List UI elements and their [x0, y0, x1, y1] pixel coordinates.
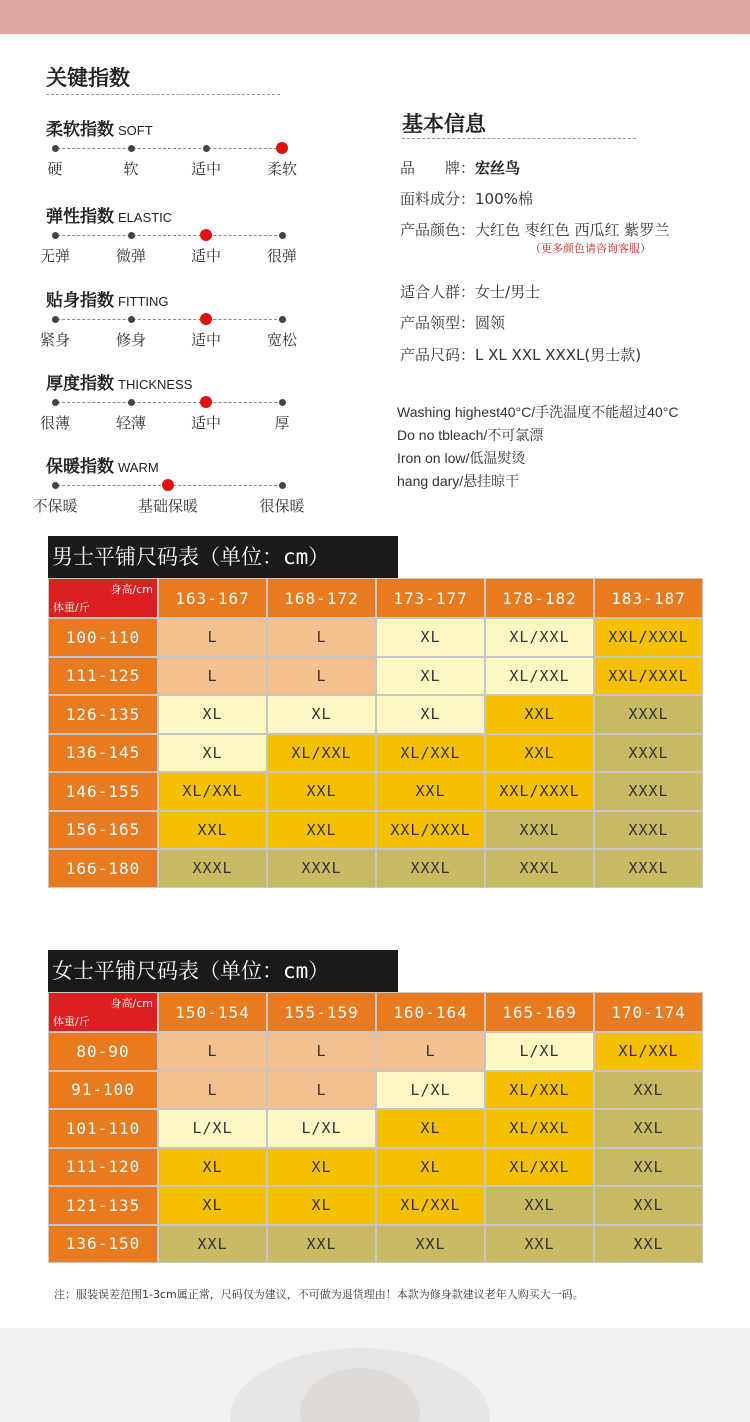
weight-row-header: 166-180 [48, 849, 158, 888]
height-column-header: 163-167 [158, 578, 267, 618]
care-line: hang dary/悬挂晾干 [397, 473, 520, 489]
weight-row-header: 146-155 [48, 772, 158, 811]
size-cell: XXXL [158, 849, 267, 888]
height-column-header: 173-177 [376, 578, 485, 618]
index-name: 保暖指数 [46, 457, 114, 477]
color-label: 产品颜色： [400, 221, 476, 239]
size-cell: XXXL [594, 811, 703, 850]
level-dot [52, 316, 59, 323]
selected-level-dot [162, 479, 174, 491]
weight-row-header: 80-90 [48, 1032, 158, 1071]
level-dot [128, 232, 135, 239]
height-column-header: 178-182 [485, 578, 594, 618]
level-dot [279, 316, 286, 323]
women-size-table [48, 992, 703, 1263]
selected-level-dot [200, 396, 212, 408]
index-row [0, 369, 320, 449]
level-label: 宽松 [266, 331, 298, 349]
size-cell: L [267, 657, 376, 696]
index-name: 厚度指数 [46, 374, 114, 394]
level-label: 很弹 [266, 247, 298, 265]
size-cell: XL/XXL [594, 1032, 703, 1071]
care-line: Do no tbleach/不可氯漂 [397, 427, 544, 443]
size-cell: L/XL [267, 1109, 376, 1148]
level-dot [52, 482, 59, 489]
size-cell: L [158, 1071, 267, 1110]
size-value: L XL XXL XXXL(男士款) [475, 346, 642, 364]
size-cell: L [376, 1032, 485, 1071]
level-dot [52, 145, 59, 152]
product-photo-teaser [0, 1328, 750, 1422]
size-cell: L [158, 1032, 267, 1071]
men-table-title: 男士平铺尺码表（单位：cm） [48, 536, 398, 578]
level-dot [279, 482, 286, 489]
size-cell: XXL [267, 811, 376, 850]
care-line: Washing highest40°C/手洗温度不能超过40°C [397, 404, 679, 420]
level-label: 很保暖 [259, 497, 305, 515]
size-label: 产品尺码： [400, 346, 476, 364]
height-axis-label: 身高/cm [110, 997, 153, 1010]
size-cell: L/XL [376, 1071, 485, 1110]
level-label: 硬 [47, 160, 63, 178]
level-label: 轻薄 [115, 414, 147, 432]
index-english-name: WARM [118, 460, 159, 475]
level-dot [52, 232, 59, 239]
size-cell: XXL [594, 1148, 703, 1187]
index-title [46, 115, 153, 140]
index-scale-track [52, 235, 282, 236]
size-cell: XXL [594, 1071, 703, 1110]
audience-value: 女士/男士 [475, 283, 541, 301]
size-cell: L [267, 618, 376, 657]
height-column-header: 150-154 [158, 992, 267, 1032]
size-cell: XXL/XXXL [594, 657, 703, 696]
collar-value: 圆领 [475, 314, 506, 332]
level-dot [128, 145, 135, 152]
size-cell: XL/XXL [376, 1186, 485, 1225]
index-english-name: FITTING [118, 294, 169, 309]
weight-row-header: 111-120 [48, 1148, 158, 1187]
selected-level-dot [200, 313, 212, 325]
weight-row-header: 100-110 [48, 618, 158, 657]
level-label: 微弹 [115, 247, 147, 265]
weight-row-header: 136-150 [48, 1225, 158, 1264]
size-cell: XL/XXL [485, 618, 594, 657]
weight-axis-label: 体重/斤 [53, 1015, 90, 1028]
size-cell: XXXL [485, 849, 594, 888]
size-cell: XXL [485, 1186, 594, 1225]
size-cell: XL [158, 695, 267, 734]
weight-row-header: 91-100 [48, 1071, 158, 1110]
size-cell: XL [158, 1186, 267, 1225]
size-cell: XL [376, 1148, 485, 1187]
level-dot [52, 399, 59, 406]
size-cell: L/XL [485, 1032, 594, 1071]
index-row [0, 452, 320, 532]
weight-row-header: 156-165 [48, 811, 158, 850]
size-cell: L [158, 657, 267, 696]
level-label: 厚 [274, 414, 290, 432]
size-cell: XXL [267, 772, 376, 811]
table-corner-header [48, 578, 158, 618]
size-cell: XXXL [594, 734, 703, 773]
footnote: 注：服装误差范围1-3cm属正常，尺码仅为建议，不可做为退货理由！本款为修身款建议老年人购买大一码。 [54, 1288, 584, 1301]
size-cell: XL [376, 1109, 485, 1148]
brand-row [400, 157, 520, 178]
size-cell: XXXL [485, 811, 594, 850]
color-row [400, 219, 669, 240]
weight-row-header: 126-135 [48, 695, 158, 734]
index-english-name: ELASTIC [118, 210, 173, 225]
selected-level-dot [200, 229, 212, 241]
color-note: （更多颜色请咨询客服） [530, 242, 651, 255]
size-cell: XXL [594, 1186, 703, 1225]
size-cell: XL/XXL [485, 1109, 594, 1148]
table-corner-header [48, 992, 158, 1032]
index-title [46, 369, 192, 394]
size-cell: XXL/XXXL [594, 618, 703, 657]
level-label: 很薄 [39, 414, 71, 432]
top-decor-band [0, 0, 750, 34]
index-row [0, 115, 320, 195]
level-label: 适中 [190, 414, 222, 432]
size-cell: XXL [376, 1225, 485, 1264]
size-cell: XL [376, 618, 485, 657]
index-title [46, 202, 172, 227]
size-cell: XL [376, 695, 485, 734]
men-size-table [48, 578, 703, 888]
level-label: 紧身 [39, 331, 71, 349]
index-name: 柔软指数 [46, 120, 114, 140]
brand-value: 宏丝鸟 [475, 159, 521, 177]
index-row [0, 286, 320, 366]
size-cell: XL [267, 695, 376, 734]
index-title [46, 452, 159, 477]
level-label: 无弹 [39, 247, 71, 265]
index-scale-track [52, 402, 282, 403]
size-cell: L [158, 618, 267, 657]
size-cell: XXL [485, 695, 594, 734]
size-cell: L [267, 1032, 376, 1071]
index-title [46, 286, 169, 311]
size-cell: XXL [594, 1109, 703, 1148]
weight-axis-label: 体重/斤 [53, 601, 90, 614]
women-table-title: 女士平铺尺码表（单位：cm） [48, 950, 398, 992]
level-label: 适中 [190, 331, 222, 349]
brand-label: 品 牌： [400, 159, 476, 177]
size-cell: XXXL [594, 849, 703, 888]
level-dot [128, 399, 135, 406]
size-cell: XL/XXL [376, 734, 485, 773]
index-scale-track [52, 319, 282, 320]
size-cell: XL/XXL [485, 657, 594, 696]
key-indices-title: 关键指数 [46, 66, 130, 90]
height-column-header: 155-159 [267, 992, 376, 1032]
index-name: 贴身指数 [46, 291, 114, 311]
weight-row-header: 121-135 [48, 1186, 158, 1225]
weight-row-header: 101-110 [48, 1109, 158, 1148]
level-label: 基础保暖 [137, 497, 199, 515]
size-cell: XXL [376, 772, 485, 811]
basic-info-divider [402, 138, 636, 139]
selected-level-dot [276, 142, 288, 154]
weight-row-header: 136-145 [48, 734, 158, 773]
basic-info-title: 基本信息 [402, 112, 486, 136]
level-label: 软 [123, 160, 139, 178]
height-axis-label: 身高/cm [110, 583, 153, 596]
size-cell: XL [376, 657, 485, 696]
size-cell: XL [267, 1186, 376, 1225]
index-scale-track [52, 148, 282, 149]
level-dot [279, 232, 286, 239]
index-english-name: THICKNESS [118, 377, 193, 392]
size-cell: XL [267, 1148, 376, 1187]
size-cell: XXXL [267, 849, 376, 888]
size-cell: XXL [594, 1225, 703, 1264]
care-line: Iron on low/低温熨烫 [397, 450, 526, 466]
level-label: 不保暖 [32, 497, 78, 515]
size-cell: L/XL [158, 1109, 267, 1148]
size-cell: XXXL [594, 772, 703, 811]
size-cell: XL/XXL [485, 1071, 594, 1110]
fabric-row [400, 188, 533, 209]
level-label: 修身 [115, 331, 147, 349]
index-english-name: SOFT [118, 123, 153, 138]
size-row [400, 344, 641, 365]
size-cell: XL/XXL [267, 734, 376, 773]
size-cell: XXXL [376, 849, 485, 888]
size-cell: XXXL [594, 695, 703, 734]
size-cell: XL [158, 734, 267, 773]
level-label: 柔软 [266, 160, 298, 178]
size-cell: XL [158, 1148, 267, 1187]
key-indices-divider [46, 94, 280, 95]
size-cell: XXL [485, 734, 594, 773]
height-column-header: 183-187 [594, 578, 703, 618]
audience-row [400, 281, 540, 302]
index-name: 弹性指数 [46, 207, 114, 227]
size-cell: XL/XXL [485, 1148, 594, 1187]
height-column-header: 165-169 [485, 992, 594, 1032]
height-column-header: 170-174 [594, 992, 703, 1032]
level-dot [279, 399, 286, 406]
size-cell: XXL [267, 1225, 376, 1264]
level-dot [128, 316, 135, 323]
index-row [0, 202, 320, 282]
size-cell: XXL [485, 1225, 594, 1264]
fabric-label: 面料成分： [400, 190, 476, 208]
level-label: 适中 [190, 160, 222, 178]
color-value: 大红色 枣红色 西瓜红 紫罗兰 [475, 221, 670, 239]
height-column-header: 160-164 [376, 992, 485, 1032]
height-column-header: 168-172 [267, 578, 376, 618]
size-cell: XXL/XXXL [376, 811, 485, 850]
collar-label: 产品领型： [400, 314, 476, 332]
size-cell: XXL [158, 811, 267, 850]
size-cell: XXL [158, 1225, 267, 1264]
size-cell: XXL/XXXL [485, 772, 594, 811]
size-cell: XL/XXL [158, 772, 267, 811]
level-label: 适中 [190, 247, 222, 265]
audience-label: 适合人群： [400, 283, 476, 301]
fabric-value: 100%棉 [475, 190, 533, 208]
collar-row [400, 312, 505, 333]
size-cell: L [267, 1071, 376, 1110]
level-dot [203, 145, 210, 152]
weight-row-header: 111-125 [48, 657, 158, 696]
